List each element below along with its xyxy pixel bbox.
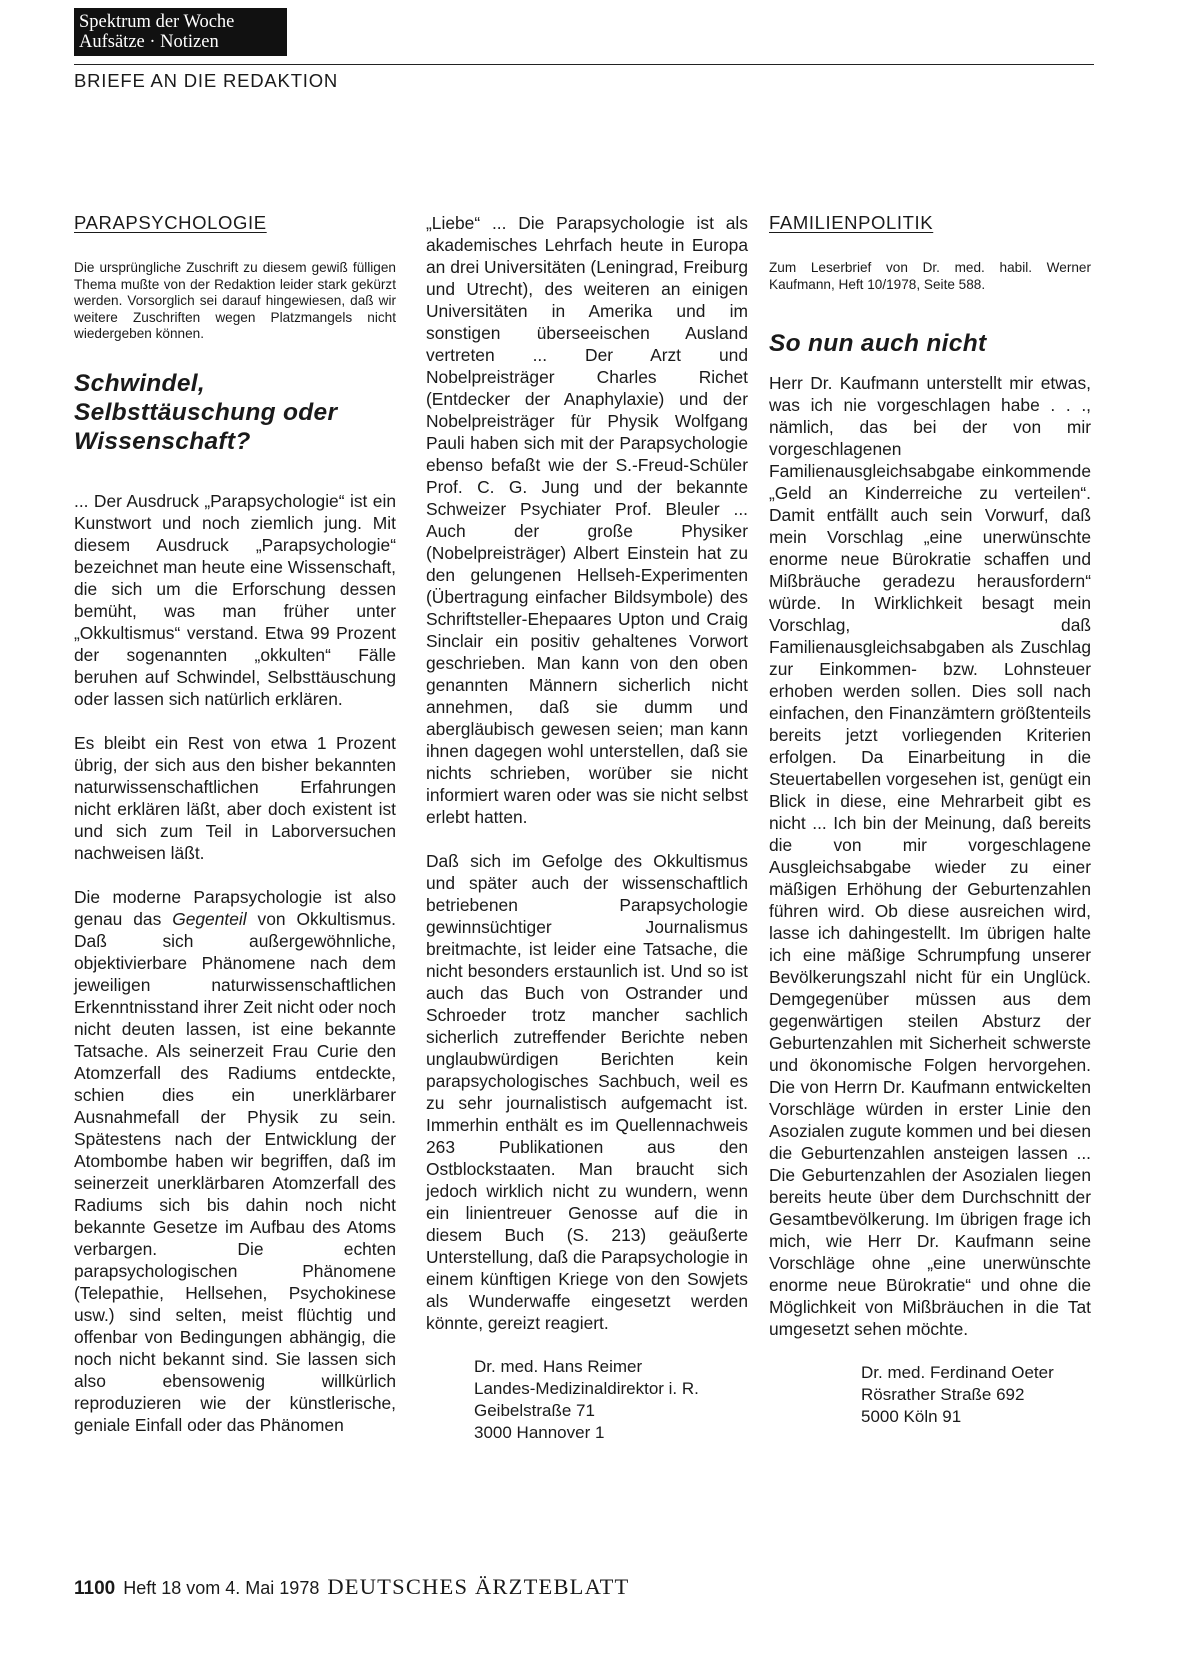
letter1-paragraph-2: Es bleibt ein Rest von etwa 1 Prozent übrig, der sich aus den bisher bekannten naturwissenschaftlichen Erfahrungen nicht erklären läßt, aber doch existent ist und sich zum Teil in Laborversuchen nachweisen läßt. [74, 732, 396, 863]
page-footer [74, 1574, 629, 1600]
topic-parapsychologie: PARAPSYCHOLOGIE [74, 212, 267, 233]
signature-title: Landes-Medizinaldirektor i. R. [474, 1379, 699, 1398]
editor-note: Die ursprüngliche Zuschrift zu diesem gewiß fülligen Thema mußte von der Redaktion leider stark gekürzt werden. Vorsorglich sei darauf hingewiesen, daß wir weitere Zuschriften wegen Platzmangels nicht wiedergeben können. [74, 260, 396, 341]
signature-name: Dr. med. Ferdinand Oeter [861, 1363, 1054, 1382]
topic-familienpolitik: FAMILIENPOLITIK [769, 212, 934, 233]
letter1-signature [474, 1356, 748, 1444]
letter1-paragraph-4: „Liebe“ ... Die Parapsychologie ist als akademisches Lehrfach heute in Europa an drei Universitäten (Leningrad, Freiburg und Utrecht), des weiteren an einigen Universitäten in Amerika und im sonstigen überseeischen Ausland vertreten ... Der Arzt und Nobelpreisträger Charles Richet (Entdecker der Anaphylaxie) und der Nobelpreisträger für Physik Wolfgang Pauli haben sich mit der Parapsychologie ebenso befaßt wie der S.-Freud-Schüler Prof. C. G. Jung und der bekannte Schweizer Psychiater Prof. Bleuler ... Auch der große Physiker (Nobelpreisträger) Albert Einstein hat zu den gelungenen Hellseh-Experimenten (Übertragung einfacher Bildsymbole) des Schriftsteller-Ehepaares Upton und Craig Sinclair ein positiv gehaltenes Vorwort geschrieben. Man kann von den oben genannten Männern sicherlich nicht annehmen, daß sie dumm und abergläubisch gewesen seien; man kann ihnen dagegen wohl unterstellen, daß sie nichts schrieben, worüber sie nicht informiert waren oder was sie nicht selbst erlebt hatten. [426, 213, 748, 827]
rubric-title: BRIEFE AN DIE REDAKTION [74, 70, 339, 91]
journal-name: DEUTSCHES ÄRZTEBLATT [327, 1574, 630, 1599]
section-label-line2: Aufsätze · Notizen [79, 32, 219, 52]
letter2-paragraph-1: Herr Dr. Kaufmann unterstellt mir etwas, was ich nie vorgeschlagen habe . . ., nämlich, das bei der von mir vorgeschlagenen Familienausgleichsabgabe einkommende „Geld an Kinderreiche zu verteilen“. Damit entfällt auch sein Vorwurf, daß mein Vorschlag „eine unerwünschte enorme neue Bürokratie schaffen und Mißbräuche geradezu herausfordern“ würde. In Wirklichkeit besagt mein Vorschlag, daß Familienausgleichsabgaben als Zuschlag zur Einkommen- bzw. Lohnsteuer erhoben werden sollen. Dies soll nach einfachen, den Finanzämtern größtenteils bereits jetzt vorliegenden Kriterien erfolgen. Da Einarbeitung in die Steuertabellen vorgesehen ist, genügt ein Blick in diese, eine Mehrarbeit gibt es nicht ... Ich bin der Meinung, daß bereits die von mir vorgeschlagene Ausgleichsabgabe wieder zu einer mäßigen Erhöhung der Geburtenzahlen führen wird. Ob diese ausreichen wird, lasse ich dahingestellt. Im übrigen halte ich eine mäßige Schrumpfung unserer Bevölkerungszahl nicht für ein Unglück. Demgegenüber müssen aus dem gegenwärtigen steilen Absturz der Geburtenzahlen mit Sicherheit schwerste und ökonomische Folgen hervorgehen. Die von Herrn Dr. Kaufmann entwickelten Vorschläge würden in erster Linie den Asozialen zugute kommen und bei diesen die Geburtenzahlen ansteigen lassen ... Die Geburtenzahlen der Asozialen liegen bereits heute über dem Durchschnitt der Gesamtbevölkerung. Im übrigen frage ich mich, wie Herr Dr. Kaufmann seine Vorschläge ohne „eine unerwünschte enorme neue Bürokratie“ und ohne die Möglichkeit von Mißbräuchen in die Tat umgesetzt sehen möchte. [769, 373, 1091, 1339]
p3-emphasis: Gegenteil [172, 908, 247, 929]
p3-text-b: von Okkultismus. Daß sich außergewöhnliche, objektivierbare Phänomene nach dem jeweiligen naturwissenschaftlichen Erkenntnisstand ihrer Zeit nicht oder noch nicht deuten lassen, ist eine bekannte Tatsache. Als seinerzeit Frau Curie den Atomzerfall des Radiums entdeckte, schien dies ein unerklärbarer Ausnahmefall der Physik zu sein. Spätestens nach der Entwicklung der Atombombe haben wir begriffen, daß im seinerzeit unerklärbaren Atomzerfall des Radiums sich bis dahin noch nicht bekannte Gesetze im Aufbau des Atoms verbargen. Die echten parapsychologischen Phänomene (Telepathie, Hellsehen, Psychokinese usw.) sind selten, meist flüchtig und offenbar von Bedingungen abhängig, die noch nicht bekannt sind. Sie lassen sich also ebensowenig willkürlich reproduzieren wie der künstlerische, geniale Einfall oder das Phänomen [74, 908, 396, 1435]
section-label [74, 8, 287, 56]
page-number: 1100 [74, 1578, 116, 1599]
section-label-line1: Spektrum der Woche [79, 12, 235, 32]
letter2-headline: So nun auch nicht [769, 330, 987, 357]
letter1-paragraph-5: Daß sich im Gefolge des Okkultismus und später auch der wissenschaftlich betriebenen Parapsychologie gewinnsüchtiger Journalismus breitmachte, ist leider eine Tatsache, die nicht besonders erstaunlich ist. Und so ist auch das Buch von Ostrander und Schroeder trotz mancher sachlich sicherlich zutreffender Berichte neben unglaubwürdigen Berichten kein parapsychologisches Sachbuch, weil es zu sehr journalistisch aufgemacht ist. Immerhin enthält es im Quellennachweis 263 Publikationen aus den Ostblockstaaten. Man braucht sich jedoch wirklich nicht zu wundern, wenn ein linientreuer Genosse auf die in diesem Buch (S. 213) geäußerte Unterstellung, daß die Parapsychologie in einem künftigen Kriege von den Sowjets als Wunderwaffe eingesetzt werden könnte, gereizt reagiert. [426, 851, 748, 1333]
signature-city: 5000 Köln 91 [861, 1407, 962, 1426]
issue-info: Heft 18 vom 4. Mai 1978 [123, 1578, 320, 1598]
reference-note: Zum Leserbrief von Dr. med. habil. Werner Kaufmann, Heft 10/1978, Seite 588. [769, 260, 1091, 292]
signature-name: Dr. med. Hans Reimer [474, 1357, 643, 1376]
header-rule [74, 64, 1094, 65]
letter1-paragraph-1: ... Der Ausdruck „Parapsychologie“ ist ein Kunstwort und noch ziemlich jung. Mit diesem Ausdruck „Parapsychologie“ bezeichnet man heute eine Wissenschaft, die sich um die Erforschung dessen bemüht, was man früher unter „Okkultismus“ verstand. Etwa 99 Prozent der sogenannten „okkulten“ Fälle beruhen auf Schwindel, Selbsttäuschung oder lassen sich natürlich erklären. [74, 490, 396, 709]
signature-street: Geibelstraße 71 [474, 1401, 595, 1420]
p3-text-a: Die moderne Parapsychologie ist also genau das [74, 886, 396, 929]
column-2 [426, 212, 748, 1444]
signature-city: 3000 Hannover 1 [474, 1423, 605, 1442]
column-1 [74, 212, 396, 1436]
column-3 [769, 212, 1091, 1428]
letter1-paragraph-3 [74, 886, 396, 1436]
letter2-signature [861, 1362, 1091, 1428]
letter1-headline: Schwindel, Selbsttäuschung oder Wissenschaft? [74, 369, 338, 455]
signature-street: Rösrather Straße 692 [861, 1385, 1025, 1404]
